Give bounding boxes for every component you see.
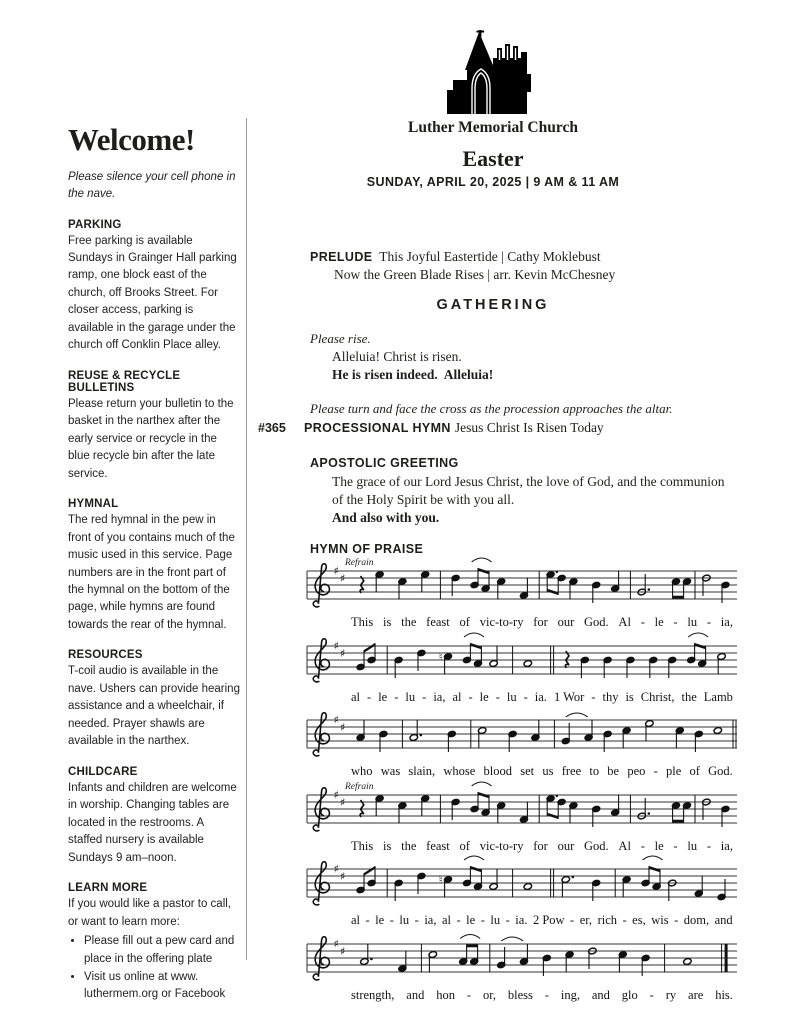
lyric-syllable: for — [533, 838, 548, 853]
treble-clef-icon — [313, 787, 329, 830]
lyric-syllable: - — [422, 689, 427, 704]
lyric-syllable: er, — [579, 913, 593, 927]
lyric-syllable: God. — [584, 615, 609, 629]
lyric-syllable: ia, — [720, 838, 733, 853]
lyric-syllable: ple — [666, 764, 682, 778]
sidebar-sections — [68, 219, 240, 1004]
music-staff-5 — [305, 855, 739, 930]
bulletin-header — [253, 30, 733, 189]
lyric-syllable: the — [401, 615, 417, 629]
music-staff-6 — [305, 930, 739, 1005]
lyric-syllable: Al — [618, 615, 631, 629]
bullet-item: • Please fill out a pew card and place in the offering plate — [84, 933, 240, 968]
lyric-syllable: This — [351, 838, 374, 853]
apostolic-greeting-heading: APOSTOLIC GREETING — [310, 456, 459, 470]
prelude-line1 — [310, 249, 750, 265]
lyric-syllable: wis — [651, 913, 669, 927]
sidebar — [68, 122, 240, 1005]
section-body: T-coil audio is available in the nave. Ushers can provide hearing assistance and a wheelchair, if needed. Prayer shawls are available in the narthex. — [68, 665, 240, 748]
lyric-syllable: of — [459, 838, 470, 853]
staff-notation — [305, 706, 739, 764]
hymn-number: #365 — [258, 421, 286, 435]
sharp-icon: ♯ — [340, 721, 346, 734]
lyric-syllable: lu — [687, 615, 698, 629]
section-heading: HYMNAL — [68, 498, 119, 511]
sharp-icon: ♯ — [340, 795, 346, 809]
music-staff-4 — [305, 781, 739, 856]
lyric-syllable: le — [479, 689, 489, 704]
sharp-icon: ♯ — [340, 944, 346, 958]
lyric-syllable: of — [689, 764, 700, 778]
lyric-line — [351, 988, 733, 1003]
service-datetime: SUNDAY, APRIL 20, 2025 | 9 AM & 11 AM — [366, 175, 620, 189]
lyric-syllable: - — [523, 689, 528, 704]
lyric-syllable: be — [607, 764, 620, 778]
sharp-icon: ♯ — [333, 788, 339, 801]
lyric-syllable: ia, — [720, 615, 733, 629]
lyric-syllable: 2 Pow — [532, 913, 565, 927]
lyric-syllable: - — [591, 689, 596, 704]
church-name: Luther Memorial Church — [408, 119, 578, 136]
versicle: Alleluia! Christ is risen. — [332, 349, 462, 364]
lyric-syllable: es, — [632, 913, 646, 927]
lyric-syllable: ry — [665, 987, 677, 1002]
welcome-title: Welcome! — [68, 122, 195, 157]
lyric-syllable: ing, — [560, 987, 580, 1002]
sharp-icon: ♯ — [333, 639, 339, 652]
lyric-syllable: 1 Wor — [553, 689, 585, 704]
lyric-syllable: is — [383, 615, 392, 629]
lyric-syllable: - — [640, 615, 645, 629]
lyric-syllable: strength, — [351, 987, 395, 1002]
lyric-syllable: - — [505, 913, 510, 927]
natural-accidental-icon: ♮ — [439, 651, 443, 663]
music-staff-2 — [305, 632, 739, 707]
lyric-syllable: lu — [687, 838, 698, 853]
section-body: Please return your bulletin to the basket in the narthex after the early service or recycle in the blue recycle bin after the late service. — [68, 397, 234, 480]
lyric-syllable: glo — [621, 987, 638, 1002]
lyric-syllable: hon — [436, 987, 455, 1002]
section-heading: LEARN MORE — [68, 882, 148, 895]
refrain-label: Refrain — [345, 781, 374, 792]
lyric-syllable: the — [681, 689, 697, 704]
lyric-syllable: - — [414, 913, 419, 927]
lyric-syllable: Lamb — [703, 689, 733, 704]
lyric-syllable: ia, — [433, 689, 446, 704]
sharp-icon: ♯ — [333, 862, 339, 876]
lyric-syllable: and — [406, 987, 425, 1002]
lyric-syllable: al — [351, 689, 361, 704]
lyric-syllable: peo — [627, 764, 646, 778]
sidebar-section-hymnal — [68, 498, 240, 634]
lyric-syllable: bless — [507, 987, 533, 1002]
lyric-syllable: ia. — [534, 689, 547, 704]
sharp-icon: ♯ — [333, 937, 339, 950]
lyric-syllable: - — [389, 913, 394, 927]
lyric-syllable: al — [452, 689, 462, 704]
lyric-syllable: are — [688, 987, 704, 1002]
treble-clef-icon — [313, 862, 329, 905]
lyric-syllable: for — [533, 615, 548, 629]
lyric-syllable: - — [468, 689, 473, 704]
lyric-syllable: Al — [618, 838, 631, 853]
lyric-syllable: - — [706, 838, 712, 853]
staff-notation — [305, 930, 739, 988]
staff-notation — [305, 855, 739, 913]
bullet-item: • Visit us online at www. luthermem.org or Facebook — [84, 969, 240, 1004]
refrain-label: Refrain — [345, 558, 374, 568]
sharp-icon: ♯ — [340, 870, 346, 883]
gathering-heading: GATHERING — [436, 297, 550, 313]
lyric-syllable: lu — [506, 689, 517, 704]
sharp-icon: ♯ — [333, 564, 339, 578]
treble-clef-icon — [313, 713, 329, 756]
lyric-syllable: and — [714, 913, 733, 927]
lyric-syllable: - — [673, 615, 678, 629]
prelude-piece-1: This Joyful Eastertide | Cathy Moklebust — [379, 249, 601, 264]
section-heading: REUSE & RECYCLE BULLETINS — [68, 369, 181, 394]
lyric-syllable: rich — [597, 913, 617, 927]
section-body: Infants and children are welcome in worship. Changing tables are located in the restrooms. A staffed nursery is available Sundays 9 am–noon. — [68, 781, 237, 864]
lyric-syllable: - — [649, 987, 654, 1002]
hymn-music — [305, 557, 739, 1004]
lyric-syllable: lu — [490, 913, 501, 927]
lyric-syllable: our — [557, 615, 575, 629]
sidebar-section-reuse-recycle-bulletins — [68, 370, 240, 483]
lyric-syllable: of — [459, 615, 470, 629]
sidebar-section-parking — [68, 219, 240, 355]
lyric-syllable: is — [383, 838, 392, 853]
sharp-icon: ♯ — [333, 713, 339, 727]
lyric-syllable: - — [640, 838, 645, 853]
lyric-syllable: - — [622, 913, 627, 927]
sharp-icon: ♯ — [340, 646, 346, 660]
lyric-line — [351, 615, 733, 630]
lyric-syllable: al — [441, 913, 451, 927]
lyric-syllable: - — [706, 615, 712, 629]
hymn-of-praise-heading: HYMN OF PRAISE — [310, 542, 424, 556]
cell-phone-note: Please silence your cell phone in the nave. — [68, 171, 236, 201]
lyric-syllable: le — [378, 689, 388, 704]
lyric-syllable: ia. — [515, 913, 528, 927]
lyric-syllable: was — [380, 764, 401, 778]
music-staff-3 — [305, 706, 739, 781]
lyric-line — [351, 764, 733, 779]
prelude-label: PRELUDE — [310, 250, 373, 264]
lyric-syllable: lu — [399, 913, 410, 927]
section-bullet-list — [84, 933, 240, 1004]
lyric-line — [351, 913, 733, 928]
lyric-line — [351, 690, 733, 705]
congregation-response: He is risen indeed. Alleluia! — [332, 367, 494, 382]
lyric-syllable: the — [401, 838, 417, 853]
section-body: If you would like a pastor to call, or want to learn more: — [68, 898, 231, 928]
lyric-syllable: to — [589, 764, 600, 778]
notes — [356, 856, 726, 901]
treble-clef-icon — [313, 638, 329, 681]
processional-hymn-title: Jesus Christ Is Risen Today — [454, 420, 604, 435]
lyric-syllable: - — [570, 913, 575, 927]
notes — [356, 633, 726, 678]
processional-hymn-line — [258, 419, 738, 437]
lyric-syllable: ia, — [424, 913, 437, 927]
sidebar-section-resources — [68, 649, 240, 750]
column-divider — [246, 118, 247, 960]
section-heading: PARKING — [68, 218, 122, 231]
lyric-syllable: - — [466, 987, 472, 1002]
lyric-syllable: our — [557, 838, 575, 853]
lyric-syllable: - — [394, 689, 399, 704]
prelude-piece-2: Now the Green Blade Rises | arr. Kevin McChesney — [334, 267, 616, 282]
sharp-icon: ♯ — [340, 572, 346, 585]
lyric-syllable: vic-to-ry — [479, 838, 524, 853]
notes — [360, 782, 730, 827]
apostolic-greeting-response: And also with you. — [332, 510, 440, 525]
prelude-block — [310, 249, 750, 283]
lyric-syllable: who — [351, 764, 373, 778]
staff-notation — [305, 781, 739, 839]
section-heading: CHILDCARE — [68, 765, 138, 778]
lyric-syllable: - — [674, 913, 679, 927]
lyric-syllable: God. — [584, 838, 609, 853]
lyric-syllable: - — [673, 838, 678, 853]
sidebar-section-learn-more — [68, 882, 240, 1004]
treble-clef-icon — [313, 564, 329, 607]
apostolic-greeting-text: The grace of our Lord Jesus Christ, the love of God, and the communion of the Holy Spirit be with you all. — [332, 474, 725, 507]
service-title: Easter — [462, 146, 524, 171]
lyric-syllable: vic-to-ry — [479, 615, 524, 629]
sidebar-section-childcare — [68, 766, 240, 867]
lyric-syllable: is — [625, 689, 634, 704]
processional-hymn-label: PROCESSIONAL HYMN — [304, 421, 451, 435]
lyric-syllable: whose — [443, 764, 476, 778]
lyric-syllable: feast — [426, 615, 450, 629]
section-body: The red hymnal in the pew in front of you contains much of the music used in this service. Page numbers are in the front part of the hymnal on the bottom of the page, while hymns are found towards the rear of the hymnal. — [68, 514, 235, 631]
lyric-syllable: set — [520, 764, 535, 778]
rubric-face-cross: Please turn and face the cross as the procession approaches the altar. — [310, 401, 673, 416]
lyric-syllable: - — [367, 689, 372, 704]
section-body: Free parking is available Sundays in Grainger Hall parking ramp, one block east of the church, off Brooks Street. For closer access, parking is available in the garage under the church off Conklin Place alley. — [68, 234, 237, 352]
lyric-syllable: le — [654, 615, 664, 629]
lyric-syllable: feast — [426, 838, 450, 853]
lyric-syllable: and — [591, 987, 610, 1002]
lyric-syllable: - — [365, 913, 370, 927]
lyric-syllable: his. — [715, 987, 733, 1002]
section-heading: RESOURCES — [68, 649, 143, 662]
lyric-syllable: blood — [483, 764, 513, 778]
notes — [360, 558, 730, 603]
staff-notation — [305, 632, 739, 690]
lyric-line — [351, 839, 733, 854]
lyric-syllable: - — [456, 913, 461, 927]
lyric-syllable: le — [375, 913, 385, 927]
lyric-syllable: or, — [482, 987, 496, 1002]
lyric-syllable: lu — [405, 689, 416, 704]
lyric-syllable: This — [351, 615, 374, 629]
lyric-syllable: al — [351, 913, 361, 927]
lyric-syllable: le — [466, 913, 476, 927]
music-staff-1 — [305, 557, 739, 632]
lyric-syllable: slain, — [408, 764, 436, 778]
treble-clef-icon — [313, 936, 329, 979]
natural-accidental-icon: ♮ — [439, 875, 443, 886]
staff-lines — [307, 720, 737, 748]
lyric-syllable: - — [495, 689, 500, 704]
lyric-syllable: dom, — [683, 913, 710, 927]
lyric-syllable: - — [480, 913, 485, 927]
lyric-syllable: Christ, — [640, 689, 675, 704]
rubric-please-rise: Please rise. — [310, 331, 371, 346]
lyric-syllable: thy — [602, 689, 619, 704]
church-logo-icon — [441, 30, 545, 114]
notes — [356, 713, 736, 752]
lyric-syllable: free — [561, 764, 582, 778]
lyric-syllable: le — [654, 838, 664, 853]
lyric-syllable: God. — [708, 764, 733, 778]
lyric-syllable: - — [544, 987, 549, 1002]
lyric-syllable: - — [653, 764, 658, 778]
lyric-syllable: us — [542, 764, 554, 778]
notes — [360, 934, 726, 976]
staff-notation — [305, 557, 739, 615]
